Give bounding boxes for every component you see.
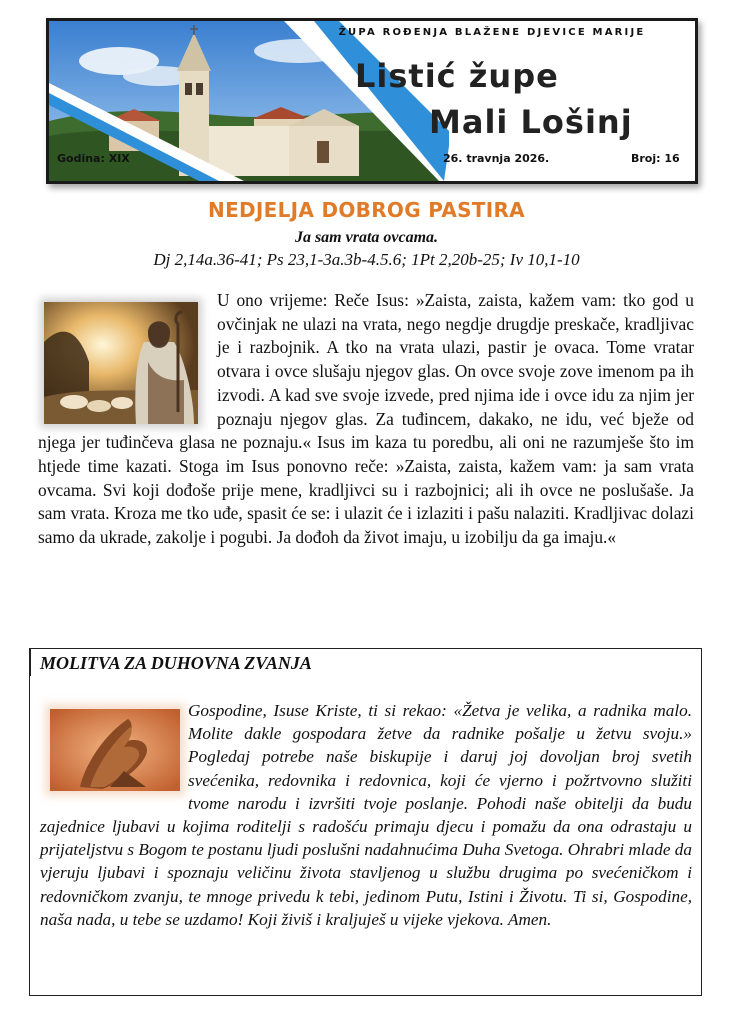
sunday-title: NEDJELJA DOBROG PASTIRA [208,198,525,222]
prayer-title: MOLITVA ZA DUHOVNA ZVANJA [40,653,312,673]
box-left-rule [29,648,31,676]
issue-date: 26. travnja 2026. [443,152,550,165]
scripture-readings: Dj 2,14a.36-41; Ps 23,1-3a.3b-4.5.6; 1Pt 2,20b-25; Iv 10,1-10 [153,250,580,269]
gospel-passage [38,289,694,550]
prayer-passage [40,699,692,931]
image-spacer [40,699,188,813]
parish-name: ŽUPA ROĐENJA BLAŽENE DJEVICE MARIJE [338,27,646,38]
bulletin-title-line1: Listić župe [355,57,559,95]
gospel-text: U ono vrijeme: Reče Isus: »Zaista, zaista, kažem vam: tko god u ovčinjak ne ulazi na vrata, nego negdje drugdje preskače, kradljivac je i razbojnik. A tko na vrata ulazi, pastir je ovaca. Tome vratar otvara i ovce slušaju njegov glas. On ovce svoje zove imenom pa ih izvodi. A kad sve svoje izvede, pred njima ide i ovce idu za njim jer poznaju njegov glas. Za tuđincem, dakako, ne idu, već bježe od njega jer tuđinčeva glasa ne poznaju.« Isus im kaza tu poredbu, ali oni ne razumješe što im htjede time kazati. Stoga im Isus ponovno reče: »Zaista, zaista, kažem vam: ja sam vrata ovcama. Svi koji dođoše prije mene, kradljivci su i razbojnici; ali ih ovce ne poslušaše. Ja sam vrata. Kroza me tko uđe, spasit će se: i ulazit će i izlaziti i pašu nalaziti. Kradljivac dolazi samo da ukrade, zakolje i pogubi. Ja dođoh da život imaju, u izobilju da ga imaju.« [38,290,694,548]
prayer-text: Gospodine, Isuse Kriste, ti si rekao: «Žetva je velika, a radnika malo. Molite dakle gospodara žetve da radnike pošalje u žetvu svoju.» Pogledaj potrebe naše biskupije i daruj joj dovoljan broj svetih svećenika, redovnika i redovnica, koji će vjerno i požrtvovno služiti tvome narodu i izvršiti tvoje poslanje. Pohodi naše obitelji da budu zajednice ljubavi u kojima roditelji s radošću primaju djecu i pomažu da ona odrastaju u prijateljstvu s Bogom te postanu ljudi poslušni nadahnućima Duha Svetoga. Ohrabri mlade da vjeruju ljubavi i spoznaju veličinu života stavljenog u službu drugima po svećeničkom i redovničkom zvanju, te mnoge privedu k tebi, jedinom Putu, Istini i Životu. Ti si, Gospodine, naša nada, u tebe se uzdamo! Koji živiš i kraljuješ u vijeke vjekova. Amen. [40,701,692,929]
bulletin-title-line2: Mali Lošinj [429,103,633,141]
image-spacer [38,289,217,429]
prayer-box [29,648,702,996]
sunday-motto: Ja sam vrata ovcama. [294,229,439,246]
header-banner [46,18,698,184]
year-label: Godina: XIX [57,152,130,165]
issue-number: Broj: 16 [631,152,680,165]
